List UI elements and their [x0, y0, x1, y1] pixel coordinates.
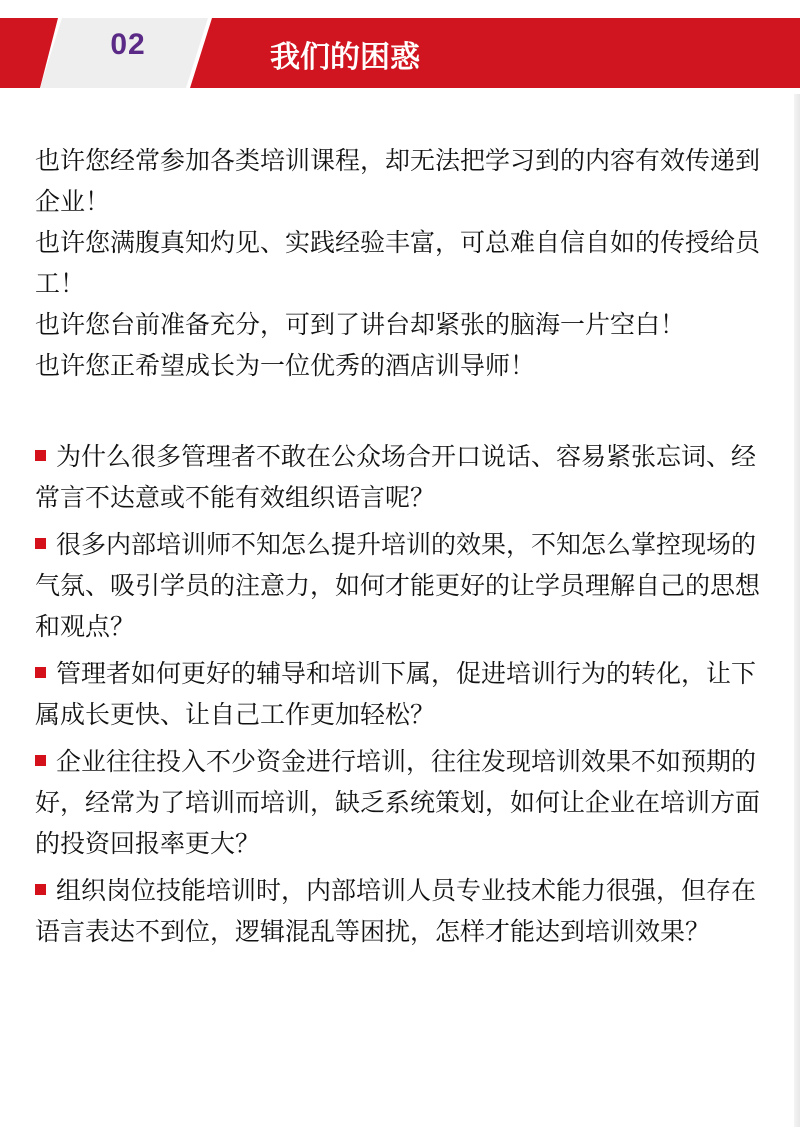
- question-text: 组织岗位技能培训时，内部培训人员专业技术能力很强，但存在语言表达不到位，逻辑混乱等困扰，怎样才能达到培训效果？: [35, 876, 757, 946]
- question-text: 企业往往投入不少资金进行培训，往往发现培训效果不如预期的好，经常为了培训而培训，缺乏系统策划，如何让企业在培训方面的投资回报率更大？: [35, 747, 761, 858]
- intro-line: 也许您满腹真知灼见、实践经验丰富，可总难自信自如的传授给员工！: [35, 228, 761, 298]
- section-number: 02: [110, 28, 146, 61]
- section-banner: [0, 0, 800, 100]
- question-list: [35, 436, 775, 952]
- red-square-bullet-icon: [35, 538, 46, 549]
- question-text: 很多内部培训师不知怎么提升培训的效果，不知怎么掌控现场的气氛、吸引学员的注意力，如何才能更好的让学员理解自己的思想和观点？: [35, 530, 761, 641]
- question-text: 管理者如何更好的辅导和培训下属，促进培训行为的转化，让下属成长更快、让自己工作更加轻松？: [35, 659, 757, 729]
- red-square-bullet-icon: [35, 667, 46, 678]
- page-edge-shadow: [794, 94, 800, 1127]
- red-square-bullet-icon: [35, 450, 46, 461]
- question-item: [35, 741, 775, 864]
- intro-paragraphs: [35, 140, 775, 386]
- intro-line: 也许您经常参加各类培训课程，却无法把学习到的内容有效传递到企业！: [35, 146, 761, 216]
- red-square-bullet-icon: [35, 755, 46, 766]
- question-item: [35, 870, 775, 952]
- question-item: [35, 653, 775, 735]
- question-item: [35, 436, 775, 518]
- content-area: [35, 140, 775, 958]
- red-square-bullet-icon: [35, 884, 46, 895]
- section-title: 我们的困惑: [270, 40, 420, 75]
- intro-line: 也许您正希望成长为一位优秀的酒店训导师！: [35, 351, 536, 380]
- intro-line: 也许您台前准备充分，可到了讲台却紧张的脑海一片空白！: [35, 310, 686, 339]
- question-text: 为什么很多管理者不敢在公众场合开口说话、容易紧张忘词、经常言不达意或不能有效组织语言呢？: [35, 442, 757, 512]
- question-item: [35, 524, 775, 647]
